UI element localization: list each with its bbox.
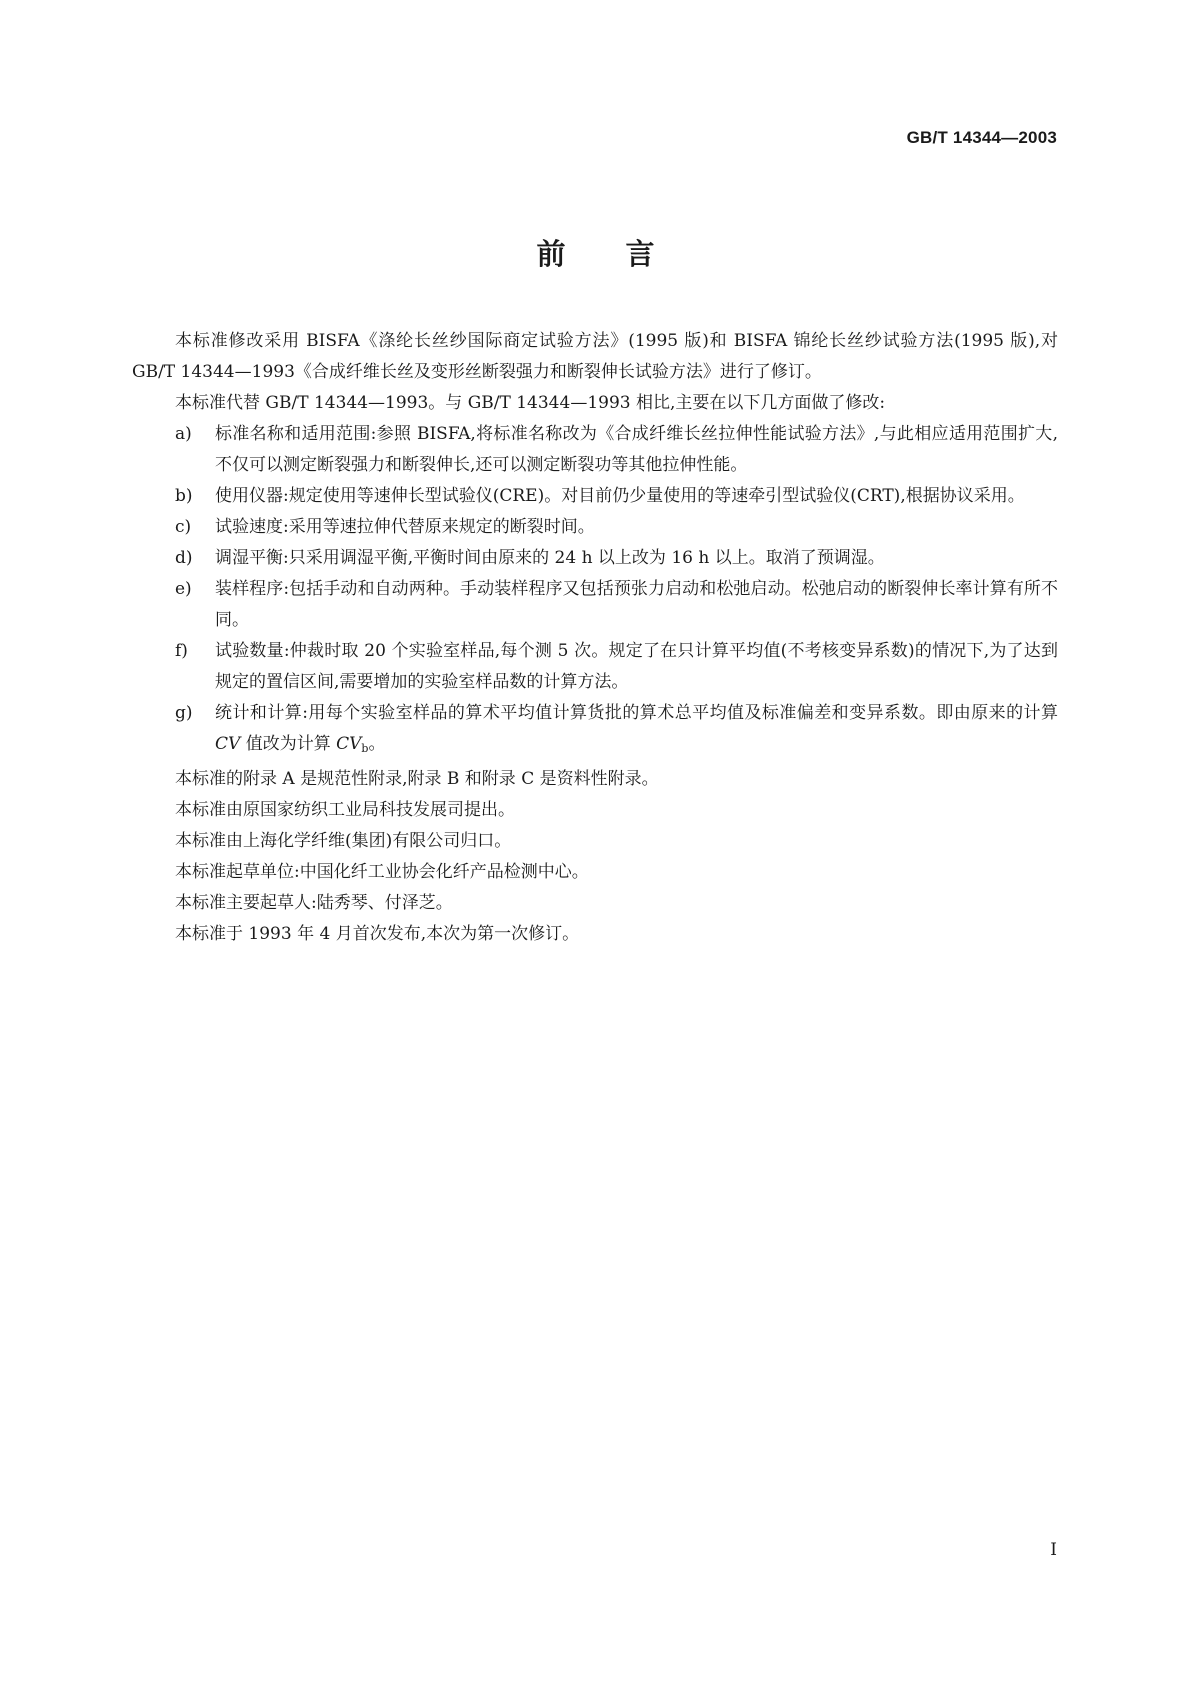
- list-item-e: [132, 574, 1058, 636]
- list-item-f: [132, 636, 1058, 698]
- list-item-text: 装样程序:包括手动和自动两种。手动装样程序又包括预张力启动和松弛启动。松弛启动的断裂伸长率计算有所不同。: [215, 579, 1058, 630]
- page-number: I: [1050, 1540, 1057, 1560]
- jurisdiction-paragraph: 本标准由上海化学纤维(集团)有限公司归口。: [175, 831, 512, 851]
- replacement-paragraph: 本标准代替 GB/T 14344—1993。与 GB/T 14344—1993 相比,主要在以下几方面做了修改:: [175, 393, 886, 413]
- list-item-text: 标准名称和适用范围:参照 BISFA,将标准名称改为《合成纤维长丝拉伸性能试验方法》,与此相应适用范围扩大,不仅可以测定断裂强力和断裂伸长,还可以测定断裂功等其他拉伸性能。: [215, 424, 1058, 475]
- list-item-b: [132, 481, 1058, 512]
- list-item-text: 试验数量:仲裁时取 20 个实验室样品,每个测 5 次。规定了在只计算平均值(不考核变异系数)的情况下,为了达到规定的置信区间,需要增加的实验室样品数的计算方法。: [215, 641, 1058, 692]
- release-history-paragraph: 本标准于 1993 年 4 月首次发布,本次为第一次修订。: [175, 924, 580, 944]
- page-title: 前言: [536, 237, 715, 271]
- list-marker: a): [175, 424, 192, 444]
- document-body: [132, 326, 1058, 950]
- cv-symbol: CV: [215, 734, 241, 754]
- intro-paragraph: 本标准修改采用 BISFA《涤纶长丝纱国际商定试验方法》(1995 版)和 BISFA 锦纶长丝纱试验方法(1995 版),对 GB/T 14344—1993《合成纤维长丝及变形丝断裂强力和断裂伸长试验方法》进行了修订。: [132, 331, 1058, 382]
- list-item-text: 使用仪器:规定使用等速伸长型试验仪(CRE)。对目前仍少量使用的等速牵引型试验仪(CRT),根据协议采用。: [215, 486, 1025, 506]
- list-item-text: 调湿平衡:只采用调湿平衡,平衡时间由原来的 24 h 以上改为 16 h 以上。取消了预调湿。: [215, 548, 885, 568]
- list-marker: b): [175, 486, 193, 506]
- list-item-c: [132, 512, 1058, 543]
- list-item-g: [132, 698, 1058, 764]
- cv-subscript: b: [361, 742, 369, 755]
- list-item-text-part: 。: [368, 734, 386, 754]
- drafters-paragraph: 本标准主要起草人:陆秀琴、付泽芝。: [175, 893, 453, 913]
- list-marker: f): [175, 641, 188, 661]
- list-item-a: [132, 419, 1058, 481]
- list-marker: g): [175, 703, 193, 723]
- list-item-text-part: 值改为计算: [240, 734, 337, 754]
- list-marker: c): [175, 517, 192, 537]
- list-item-text-part: 统计和计算:用每个实验室样品的算术平均值计算货批的算术总平均值及标准偏差和变异系数。即由原来的计算: [215, 703, 1058, 723]
- proposer-paragraph: 本标准由原国家纺织工业局科技发展司提出。: [175, 800, 515, 820]
- list-marker: e): [175, 579, 192, 599]
- list-marker: d): [175, 548, 193, 568]
- list-item-text: [215, 698, 1058, 764]
- drafting-unit-paragraph: 本标准起草单位:中国化纤工业协会化纤产品检测中心。: [175, 862, 589, 882]
- annex-paragraph: 本标准的附录 A 是规范性附录,附录 B 和附录 C 是资料性附录。: [175, 769, 659, 789]
- cv-b-symbol: CV: [336, 734, 362, 754]
- standard-code: GB/T 14344—2003: [906, 128, 1057, 147]
- list-item-d: [132, 543, 1058, 574]
- list-item-text: 试验速度:采用等速拉伸代替原来规定的断裂时间。: [215, 517, 595, 537]
